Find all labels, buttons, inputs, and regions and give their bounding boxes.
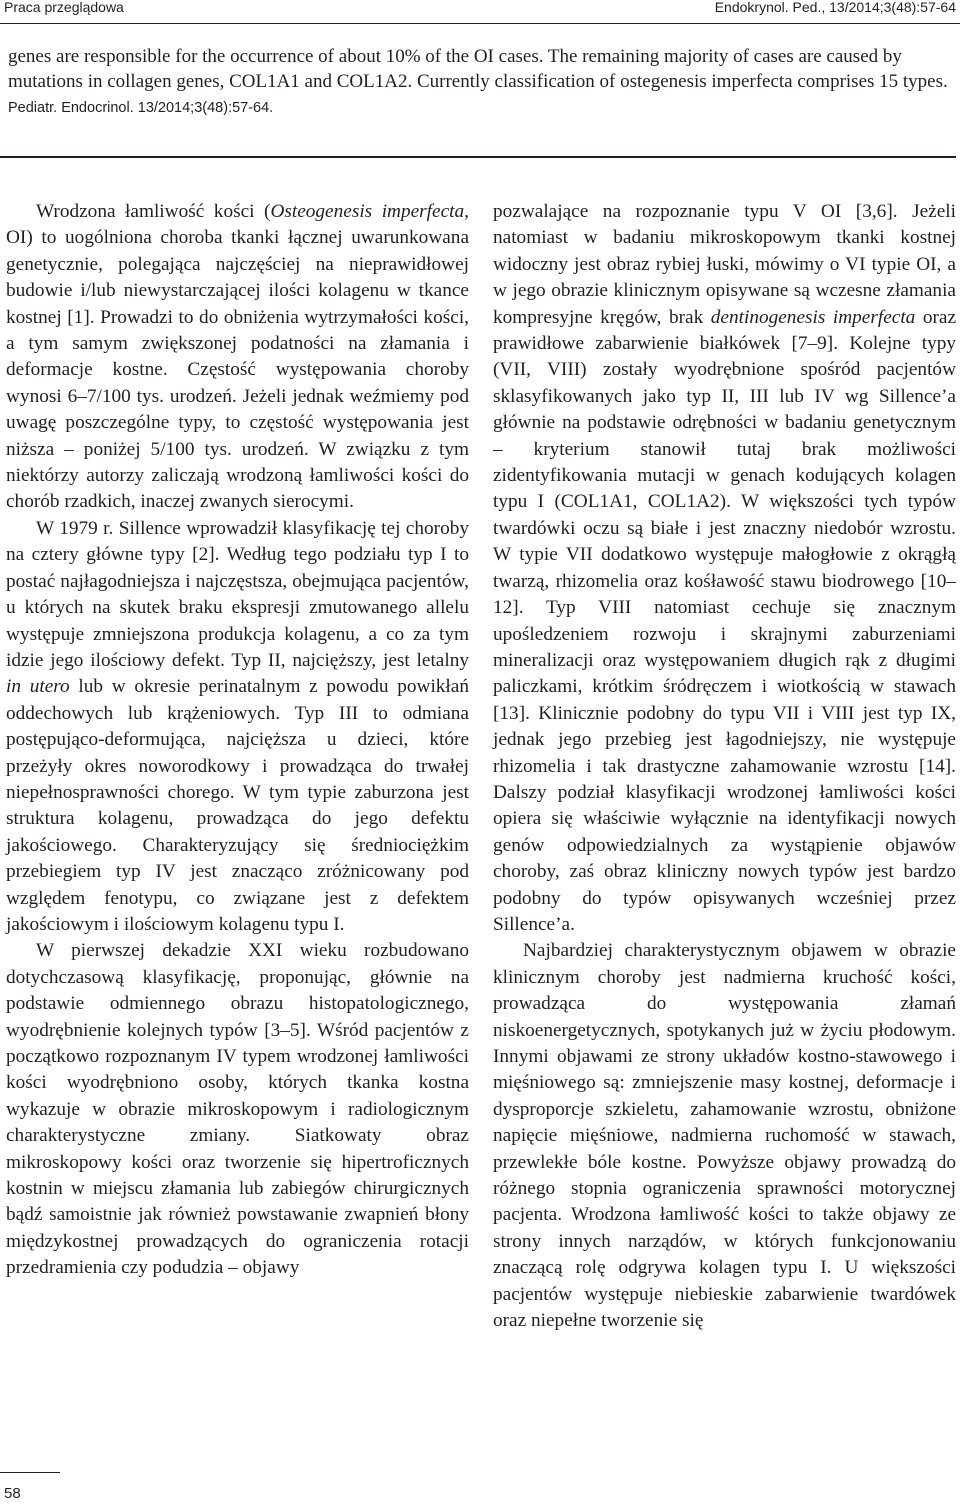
italic-term: in utero	[6, 676, 70, 698]
abstract-separator	[0, 156, 956, 158]
text-span: pozwalające na rozpoznanie typu V OI [3,6]. Jeżeli natomiast w badaniu mikroskopowym tkanki kostnej widoczny jest obraz rybiej łuski, mówimy o VI typie OI, a w jego obrazie klinicznym opisywane są wczesne złamania kompresyjne kręgów, brak	[493, 201, 956, 328]
abstract-citation: Pediatr. Endocrinol. 13/2014;3(48):57-64.	[8, 100, 274, 116]
italic-term: dentinogenesis imperfecta	[710, 306, 916, 328]
section-label: Praca przeglądowa	[4, 0, 124, 15]
left-column	[6, 199, 469, 1282]
paragraph	[6, 199, 469, 516]
paragraph	[493, 199, 956, 938]
journal-reference: Endokrynol. Ped., 13/2014;3(48):57-64	[714, 0, 956, 15]
italic-term: Osteogenesis imperfecta	[270, 201, 465, 222]
page-number: 58	[4, 1485, 21, 1502]
right-column	[493, 199, 956, 1334]
text-span: oraz prawidłowe zabarwienie białkówek [7–9]. Kolejne typy (VII, VIII) zostały wyodrębnione spośród pacjentów sklasyfikowanych jako typ II, III lub IV wg Sillence’a głównie na podstawie odrębności w badaniu genetycznym – kryterium stanowił tutaj brak możliwości zidentyfikowania mutacji w genach kodujących kolagen typu I (COL1A1, COL1A2). W większości tych typów twardówki oczu są białe i jest znaczny niedobór wzrostu. W typie VII dodatkowo występuje małogłowie z okrągłą twarzą, rhizomelia oraz kośławość stawu biodrowego [10–12]. Typ VIII natomiast cechuje się znacznym upośledzeniem rozwoju i skrajnymi zaburzeniami mineralizacji oraz występowaniem długich rąk z długimi paliczkami, krótkim śródręczem i wiotkością w stawach [13]. Klinicznie podobny do typu VII i VIII jest typ IX, jednak jego przebieg jest łagodniejszy, nie występuje rhizomelia i tak drastyczne zahamowanie wzrostu [14]. Dalszy podział klasyfikacji wrodzonej łamliwości kości opiera się właściwie wyłącznie na identyfikacji nowych genów odpowiedzialnych za wystąpienie objawów choroby, zaś obraz kliniczny nowych typów jest bardzo podobny do typów opisywanych wcześniej przez Sillence’a.	[493, 306, 957, 935]
paragraph	[6, 516, 469, 939]
abstract-text: genes are responsible for the occurrence of about 10% of the OI cases. The remaining majority of cases are caused by mutations in collagen genes, COL1A1 and COL1A2. Currently classification of ostegenesis imperfecta comprises 15 types.	[8, 46, 948, 92]
english-abstract	[8, 44, 954, 121]
text-span: Wrodzona łamliwość kości (	[36, 201, 271, 222]
footer-rule	[0, 1472, 60, 1473]
text-span: lub w okresie perinatalnym z powodu powikłań oddechowych lub krążeniowych. Typ III to odmiana postępująco-deformująca, najcięższa u dzieci, które przeżyły okres noworodkowy i prowadząca do trwałej niepełnosprawności chorego. W tym typie zaburzona jest struktura kolagenu, prowadząca do jego defektu jakościowego. Charakteryzujący się średniociężkim przebiegiem typ IV jest znacząco zróżnicowany pod względem fenotypu, co związane jest z defektem jakościowym i ilościowym kolagenu typu I.	[6, 676, 469, 935]
text-span: W 1979 r. Sillence wprowadził klasyfikację tej choroby na cztery główne typy [2]. Według tego podziału typ I to postać najłagodniejsza i najczęstsza, obejmująca pacjentów, u których na skutek braku ekspresji zmutowanego allelu występuje zmniejszona produkcja kolagenu, a co za tym idzie jego ilościowy defekt. Typ II, najcięższy, jest letalny	[6, 517, 469, 671]
text-span: , OI) to uogólniona choroba tkanki łącznej uwarunkowana genetycznie, polegająca najczęściej na nieprawidłowej budowie i/lub niewystarczającej ilości kolagenu w tkance kostnej [1]. Prowadzi to do obniżenia wytrzymałości kości, a tym samym zwiększonej podatności na złamania i deformacje kostne. Częstość występowania choroby wynosi 6–7/100 tys. urodzeń. Jeżeli jednak weźmiemy pod uwagę poszczególne typy, to częstość występowania jest niższa – poniżej 5/100 tys. urodzeń. W związku z tym niektórzy autorzy zaliczają wrodzoną łamliwości kości do chorób rzadkich, inaczej zwanych sierocymi.	[6, 201, 469, 513]
paragraph: Najbardziej charakterystycznym objawem w obrazie klinicznym choroby jest nadmierna kruchość kości, prowadząca do występowania złamań niskoenergetycznych, spotykanych już w życiu płodowym. Innymi objawami ze strony układów kostno-stawowego i mięśniowego są: zmniejszenie masy kostnej, deformacje i dysproporcje szkieletu, zahamowanie wzrostu, obniżone napięcie mięśniowe, nadmierna ruchomość w stawach, przewlekłe bóle kostne. Powyższe objawy prowadzą do różnego stopnia ograniczenia sprawności motorycznej pacjenta. Wrodzona łamliwość kości to także objawy ze strony innych narządów, w których funkcjonowaniu znaczącą rolę odgrywa kolagen typu I. U większości pacjentów występuje niebieskie zabarwienie twardówek oraz niepełne tworzenie się	[493, 940, 956, 1332]
header-rule	[0, 23, 960, 24]
paragraph: W pierwszej dekadzie XXI wieku rozbudowano dotychczasową klasyfikację, proponując, głównie na podstawie odmiennego obrazu histopatologicznego, wyodrębnienie kolejnych typów [3–5]. Wśród pacjentów z początkowo rozpoznanym IV typem wrodzonej łamliwości kości wyodrębniono osoby, których tkanka kostna wykazuje w obrazie mikroskopowym i radiologicznym charakterystyczne zmiany. Siatkowaty obraz mikroskopowy kości oraz tworzenie się hipertroficznych kostnin w miejscu złamania lub zabiegów chirurgicznych bądź samoistnie jak również powstawanie zwapnień błony międzykostnej prowadzących do ograniczenia rotacji przedramienia czy podudzia – objawy	[6, 940, 469, 1279]
